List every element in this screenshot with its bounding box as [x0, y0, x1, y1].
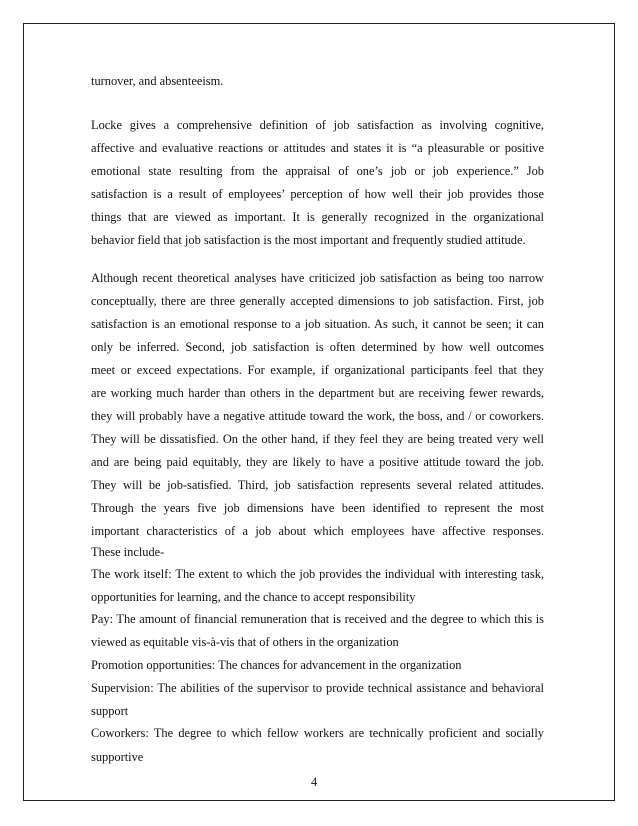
text-line: turnover, and absenteeism.	[91, 74, 224, 88]
text-line: satisfaction is an emotional response to a job situation. As such, it cannot be seen; it can	[91, 317, 544, 331]
text-line: Although recent theoretical analyses have criticized job satisfaction as being too narrow	[91, 271, 544, 285]
text-line: viewed as equitable vis-à-vis that of others in the organization	[91, 635, 399, 649]
text-line: they will probably have a negative attitude toward the work, the boss, and / or coworkers.	[91, 409, 544, 423]
text-line: These include-	[91, 545, 165, 559]
page-number: 4	[311, 775, 318, 789]
text-line: supportive	[91, 750, 144, 764]
text-line: Promotion opportunities: The chances for advancement in the organization	[91, 658, 462, 672]
text-line: opportunities for learning, and the chance to accept responsibility	[91, 590, 416, 604]
text-line: Coworkers: The degree to which fellow workers are technically proficient and socially	[91, 726, 544, 740]
text-line: behavior field that job satisfaction is the most important and frequently studied attitude.	[91, 233, 526, 247]
text-line: meet or exceed expectations. For example, if organizational participants feel that they	[91, 363, 544, 377]
text-line: The work itself: The extent to which the job provides the individual with interesting task,	[91, 567, 544, 581]
text-line: They will be dissatisfied. On the other hand, if they feel they are being treated very well	[91, 432, 544, 446]
text-line: They will be job-satisfied. Third, job satisfaction represents several related attitudes.	[91, 478, 544, 492]
text-line: support	[91, 704, 129, 718]
text-line: only be inferred. Second, job satisfaction is often determined by how well outcomes	[91, 340, 544, 354]
text-line: important characteristics of a job about which employees have affective responses.	[91, 524, 544, 538]
text-line: emotional state resulting from the appraisal of one’s job or job experience.” Job	[91, 164, 544, 178]
text-line: Locke gives a comprehensive definition of job satisfaction as involving cognitive,	[91, 118, 544, 132]
text-line: things that are viewed as important. It is generally recognized in the organizational	[91, 210, 544, 224]
text-line: affective and evaluative reactions or attitudes and states it is “a pleasurable or positive	[91, 141, 544, 155]
text-line: are working much harder than others in the department but are receiving fewer rewards,	[91, 386, 544, 400]
text-line: Through the years five job dimensions have been identified to represent the most	[91, 501, 544, 515]
text-line: Pay: The amount of financial remuneration that is received and the degree to which this is	[91, 612, 544, 626]
text-line: Supervision: The abilities of the supervisor to provide technical assistance and behavioral	[91, 681, 544, 695]
text-line: satisfaction is a result of employees’ perception of how well their job provides those	[91, 187, 544, 201]
text-line: conceptually, there are three generally accepted dimensions to job satisfaction. First, job	[91, 294, 544, 308]
text-line: and are being paid equitably, they are likely to have a positive attitude toward the job.	[91, 455, 544, 469]
